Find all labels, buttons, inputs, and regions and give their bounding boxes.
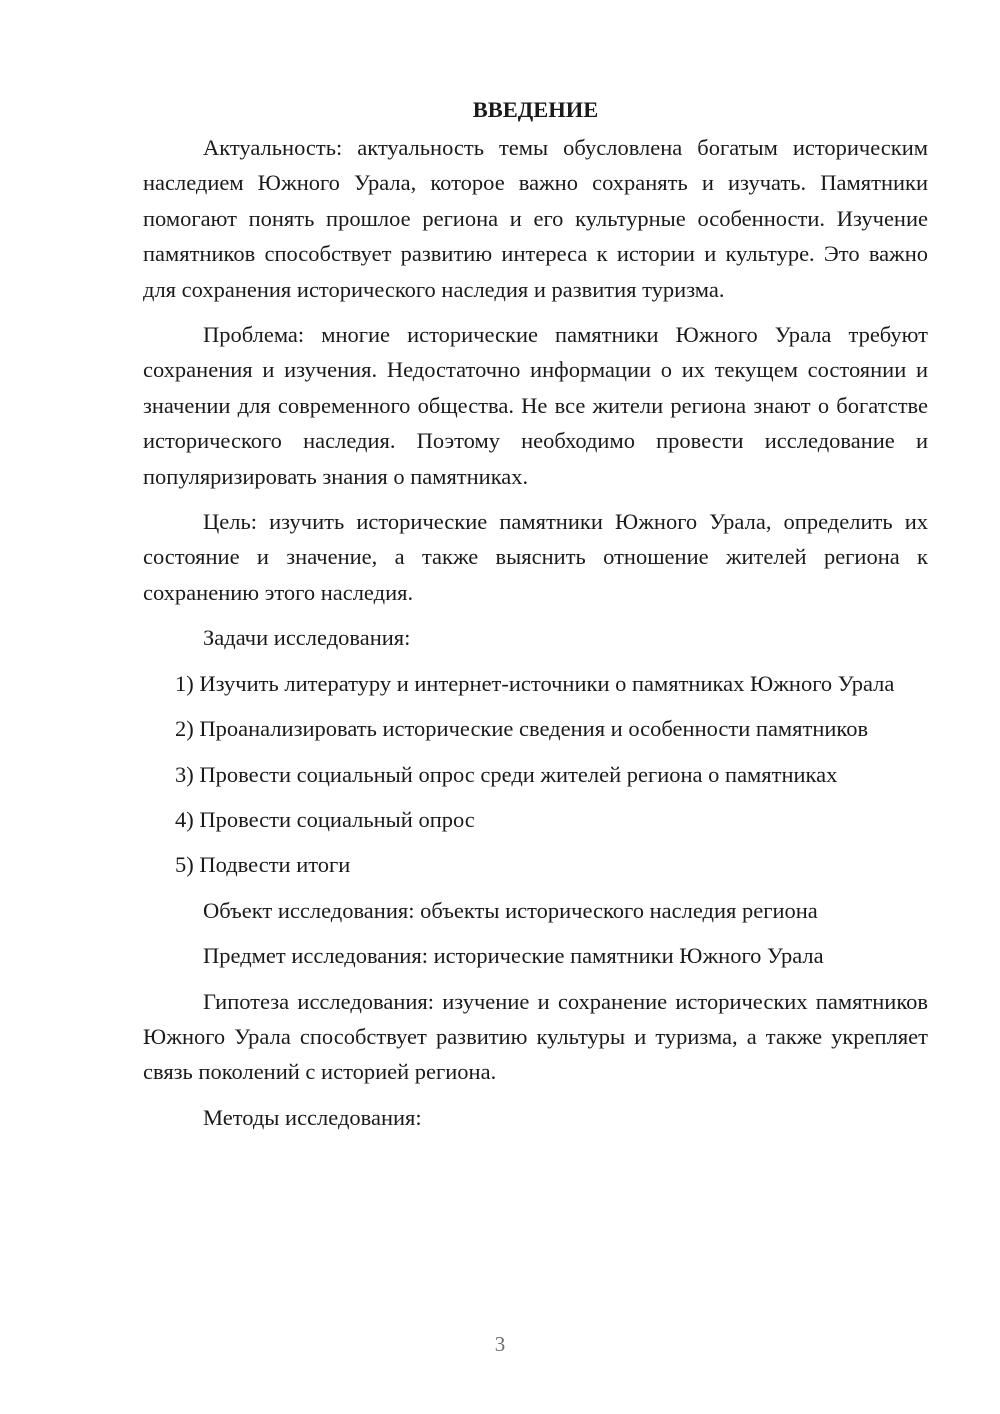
tasks-list	[143, 666, 928, 883]
problem-paragraph: Проблема: многие исторические памятники Южного Урала требуют сохранения и изучения. Недостаточно информации о их текущем состоянии и значении для современного общества. Не все жители региона знают о богатстве исторического наследия. Поэтому необходимо провести исследование и популяризировать знания о памятниках.	[143, 322, 928, 489]
goal-paragraph: Цель: изучить исторические памятники Южного Урала, определить их состояние и значение, а также выяснить отношение жителей региона к сохранению этого наследия.	[143, 509, 928, 605]
list-item: 2) Проанализировать исторические сведения и особенности памятников	[175, 716, 869, 742]
page-number: 3	[494, 1332, 506, 1356]
list-item: 5) Подвести итоги	[175, 852, 351, 878]
object-line: Объект исследования: объекты исторического наследия региона	[203, 897, 818, 923]
list-item: 1) Изучить литературу и интернет-источники о памятниках Южного Урала	[175, 670, 895, 696]
subject-line: Предмет исследования: исторические памятники Южного Урала	[203, 943, 824, 969]
document-page	[143, 92, 928, 1145]
list-item: 4) Провести социальный опрос	[175, 806, 475, 832]
section-title: ВВЕДЕНИЕ	[472, 97, 599, 122]
hypothesis-paragraph: Гипотеза исследования: изучение и сохранение исторических памятников Южного Урала способствует развитию культуры и туризма, а также укрепляет связь поколений с историей региона.	[143, 988, 928, 1085]
list-item: 3) Провести социальный опрос среди жителей региона о памятниках	[175, 761, 838, 787]
methods-heading: Методы исследования:	[203, 1104, 422, 1130]
relevance-paragraph: Актуальность: актуальность темы обусловлена богатым историческим наследием Южного Урала, которое важно сохранять и изучать. Памятники помогают понять прошлое региона и его культурные особенности. Изучение памятников способствует развитию интереса к истории и культуре. Это важно для сохранения исторического наследия и развития туризма.	[143, 135, 928, 302]
tasks-heading: Задачи исследования:	[203, 625, 411, 651]
